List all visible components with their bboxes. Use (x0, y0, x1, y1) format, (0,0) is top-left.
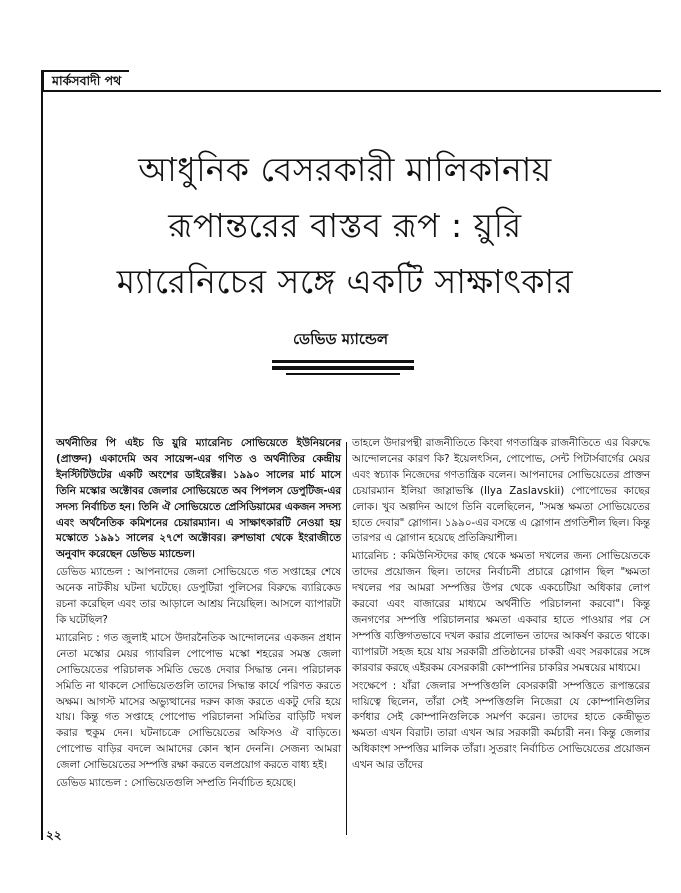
header-rule (41, 90, 661, 92)
title-line-1: আধুনিক বেসরকারী মালিকানায় (138, 150, 552, 189)
paragraph: ডেভিড ম্যান্ডেল : আপনাদের জেলা সোভিয়েতে গত সপ্তাহের শেষে অনেক নাটকীয় ঘটনা ঘটেছে। ডেপুটিরা পুলিসের বিরুদ্ধে ব্যারিকেড রচনা করেছিল এবং তার আড়ালে আশ্রয় নিয়েছিল। আসলে ব্যাপারটা কি ঘটেছিল? (56, 566, 341, 626)
paragraph: ডেভিড ম্যান্ডেল : সোভিয়েতগুলি সম্প্রতি নির্বাচিত হয়েছে। (56, 777, 296, 790)
article-title (60, 142, 630, 310)
section-title: মার্কসবাদী পথ (41, 70, 129, 90)
page-number: ২২ (46, 828, 62, 842)
paragraph: ম্যারেনিচ : কমিউনিস্টদের কাছ থেকে ক্ষমতা দখলের জন্য সোভিয়েতকে তাদের প্রয়োজন ছিল। তাদের নির্বাচনী প্রচারে স্লোগান ছিল "ক্ষমতা দখলের পর আমরা সম্পত্তির উপর থেকে একচেটিয়া অধিকার লোপ করবো এবং বাজারের মাধ্যমে অর্থনীতি পরিচালনা করবো"। কিন্তু জনগণের সম্পত্তি পরিচালনার ক্ষমতা একবার হাতে পাওয়ার পর সে সম্পত্তি ব্যক্তিগতভাবে দখল করার প্রলোভন তাদের আকর্ষণ করতে থাকে। ব্যাপারটা সহজ হয়ে যায় সরকারী প্রতিষ্ঠানের চাকরী এবং সরকারের সঙ্গে কারবার করছে এইরকম বেসরকারী কোম্পানির চাকরির সমন্বয়ের মাধ্যমে। (352, 550, 650, 674)
header-bar (41, 70, 661, 92)
left-column (56, 436, 341, 794)
column-divider (346, 442, 347, 835)
decorative-bars (272, 360, 414, 378)
right-column (352, 436, 650, 776)
margin-rule (41, 72, 43, 840)
title-line-2: রূপান্তরের বাস্তব রূপ : য়ুরি (168, 206, 522, 245)
paragraph: সংক্ষেপে : যাঁরা জেলার সম্পত্তিগুলি বেসরকারী সম্পত্তিতে রূপান্তরের দায়িত্বে ছিলেন, তাঁরা সেই সম্পত্তিগুলি নিজেরা যে কোম্পানিগুলির কর্ণধার সেই কোম্পানিগুলিকে সমর্পণ করেন। তাদের হাতে কেন্দ্রীভূত ক্ষমতা এখন বিরাট। তারা এখন আর সরকারী কর্মচারী নন। কিন্তু জেলার অধিকাংশ সম্পত্তির মালিক তাঁরা। সুতরাং নির্বাচিত সোভিয়েতের প্রয়োজন এখন আর তাঁদের (352, 679, 650, 772)
author-byline: ডেভিড ম্যান্ডেল (292, 330, 389, 348)
intro-paragraph: অর্থনীতির পি এইচ ডি য়ুরি ম্যারেনিচ সোভিয়েতে ইউনিয়নের (প্রাক্তন) একাদেমি অব সায়েন্স-এর গণিত ও অর্থনীতির কেন্দ্রীয় ইনস্টিটিউটের একটি অংশের ডাইরেক্টর। ১৯৯০ সালের মার্চ মাসে তিনি মস্কোর অক্টোবর জেলার সোভিয়েতে অব পিপলস ডেপুটিজ-এর সদস্য নির্বাচিত হন। তিনি ঐ সোভিয়েতে প্রেসিডিয়ামের একজন সদস্য এবং অর্থনৈতিক কমিশনের চেয়ারম্যান। এ সাক্ষাৎকারটি নেওয়া হয় মস্কোতে ১৯৯১ সালের ২৭শে অক্টোবর। রুশভাষা থেকে ইংরাজীতে অনুবাদ করেছেন ডেভিড ম্যান্ডেল। (56, 437, 341, 561)
paragraph: তাহলে উদারপন্থী রাজনীতিতে কিংবা গণতান্ত্রিক রাজনীতিতে এর বিরুদ্ধে আন্দোলনের কারণ কি? ইয়েলৎসিন, পোপোভ, সেন্ট পিটার্সবার্গের মেয়র এবং স্বচ্যাক নিজেদের গণতান্ত্রিক বলেন। আপনাদের সোভিয়েতের প্রাক্তন চেয়ারম্যান ইলিয়া জাস্লাভস্কি (Ilya Zaslavskii) পোপোভের কাছের লোক। খুব অল্পদিন আগে তিনি বলেছিলেন, "সমস্ত ক্ষমতা সোভিয়েতের হাতে দেবার" স্লোগান। ১৯৯০-এর বসন্তে এ স্লোগান প্রগতিশীল ছিল। কিন্তু তারপর এ স্লোগান হয়েছে প্রতিক্রিয়াশীল। (352, 437, 650, 545)
title-line-3: ম্যারেনিচের সঙ্গে একটি সাক্ষাৎকার (116, 262, 574, 301)
paragraph: ম্যারেনিচ : গত জুলাই মাসে উদারনৈতিক আন্দোলনের একজন প্রধান নেতা মস্কোর মেয়র গ্যাবরিল পোপোভ মস্কো শহরের সমস্ত জেলা সোভিয়েতের পরিচালক সমিতি ভেঙে দেবার সিদ্ধান্ত নেন। পরিচালক সমিতি না থাকলে সোভিয়েতগুলি তাদের সিদ্ধান্ত কার্যে পরিণত করতে অক্ষম। আগস্ট মাসের অভ্যুত্থানের দরুন কাজ করতে একটু দেরি হয়ে যায়। কিন্তু গত সপ্তাহে পোপোভ পরিচালনা সমিতির বাড়িটি দখল করার হুকুম দেন। ঘটনাচক্রে সোভিয়েতের অফিসও ঐ বাড়িতে। পোপোভ বাড়ির বদলে আমাদের কোন স্থান দেননি। সেজন্য আমরা জেলা সোভিয়েতের সম্পত্তি রক্ষা করতে বলপ্রয়োগ করতে বাধ্য হই। (56, 631, 341, 772)
